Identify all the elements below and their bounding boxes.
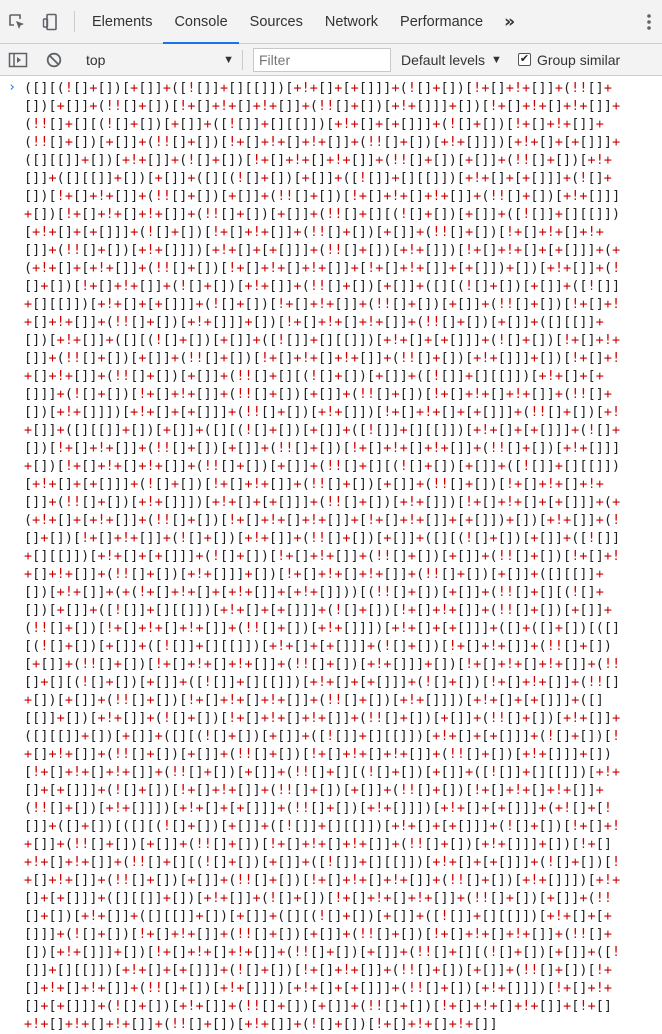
execution-context-value: top <box>86 51 106 68</box>
device-toolbar-icon[interactable] <box>34 0 68 43</box>
tab-bar-divider <box>74 11 75 32</box>
tab-console[interactable]: Console <box>163 0 238 43</box>
more-tabs-chevron-icon[interactable]: » <box>504 11 516 32</box>
tab-elements[interactable]: Elements <box>92 13 153 30</box>
clear-console-icon[interactable] <box>36 44 72 76</box>
filter-input[interactable] <box>253 48 391 72</box>
group-similar-checkbox[interactable]: ✔ <box>519 53 530 65</box>
tab-network[interactable]: Network <box>324 13 379 30</box>
log-levels-label: Default levels <box>401 51 486 68</box>
chevron-right-icon: › <box>8 80 16 95</box>
tab-performance[interactable]: Performance <box>400 13 484 30</box>
tab-sources[interactable]: Sources <box>249 13 303 30</box>
console-input-code[interactable]: ([][(![]+[])[+[]]+([![]]+[][[]])[+!+[]+[+[]]]+(![]+[])[!+[]+!+[]]+(!![]+[])[+[]]+(!![]+[])[!+[]+!+[]+!+[]]+(!![]+[])[+!+[]]]+[])[!+[]+!+[]+!+[]]+(!![]+[][(![]+[])[+[]]+([![]]+[][[]])[+!+[]+[+[]]]+(![]+[])[!+[]+!+[]]+(!![]+[])[+[]]+(!![]+[])[!+[]+!+[]+!+[]]+(!![]+[])[+!+[]]])[+!+[]+[+[]]]+([][[]]+[])[+!+[]]+(![]+[])[!+[]+!+[]+!+[]]+(!![]+[])[+[]]+(!![]+[])[+!+[]]+([][[]]+[])[+[]]+([][(![]+[])[+[]]+([![]]+[][[]])[+!+[]+[+[]]]+(![]+[])[!+[]+!+[]]+(!![]+[])[+[]]+(!![]+[])[!+[]+!+[]+!+[]]+(!![]+[])[+!+[]]]+[])[!+[]+!+[]+!+[]]+(!![]+[])[+[]]+(!![]+[][(![]+[])[+[]]+([![]]+[][[]])[+!+[]+[+[]]]+(![]+[])[!+[]+!+[]]+(!![]+[])[+[]]+(!![]+[])[!+[]+!+[]+!+[]]+(!![]+[])[+!+[]]])[+!+[]+[+[]]]+(!![]+[])[+!+[]])[!+[]+!+[]+[+[]]]+(+(+!+[]+[+!+[]]+(!![]+[])[!+[]+!+[]+!+[]]+[!+[]+!+[]]+[+[]])+[])[+!+[]]+(![]+[])[!+[]+!+[]]+(![]+[])[+!+[]]+(!![]+[])[+[]]+([][(![]+[])[+[]]+([![]]+[][[]])[+!+[]+[+[]]]+(![]+[])[!+[]+!+[]]+(!![]+[])[+[]]+(!![]+[])[!+[]+!+[]+!+[]]+(!![]+[])[+!+[]]]+[])[!+[]+!+[]+!+[]]+(!![]+[])[+[]]+([][[]]+[])[+!+[]]+([][(![]+[])[+[]]+([![]]+[][[]])[+!+[]+[+[]]]+(![]+[])[!+[]+!+[]]+(!![]+[])[+[]]+(!![]+[])[!+[]+!+[]+!+[]]+(!![]+[])[+!+[]]]+[])[!+[]+!+[]+!+[]]+(!![]+[])[+[]]+(!![]+[][(![]+[])[+[]]+([![]]+[][[]])[+!+[]+[+[]]]+(![]+[])[!+[]+!+[]]+(!![]+[])[+[]]+(!![]+[])[!+[]+!+[]+!+[]]+(!![]+[])[+!+[]]])[+!+[]+[+[]]]+(!![]+[])[+!+[]])[!+[]+!+[]+[+[]]]+(!![]+[])[+!+[]]+([][[]]+[])[+[]]+([][(![]+[])[+[]]+([![]]+[][[]])[+!+[]+[+[]]]+(![]+[])[!+[]+!+[]]+(!![]+[])[+[]]+(!![]+[])[!+[]+!+[]+!+[]]+(!![]+[])[+!+[]]]+[])[!+[]+!+[]+!+[]]+(!![]+[])[+[]]+(!![]+[][(![]+[])[+[]]+([![]]+[][[]])[+!+[]+[+[]]]+(![]+[])[!+[]+!+[]]+(!![]+[])[+[]]+(!![]+[])[!+[]+!+[]+!+[]]+(!![]+[])[+!+[]]])[+!+[]+[+[]]]+(!![]+[])[+!+[]])[!+[]+!+[]+[+[]]]+(+(+!+[]+[+!+[]]+(!![]+[])[!+[]+!+[]+!+[]]+[!+[]+!+[]]+[+[]])+[])[+!+[]]+(![]+[])[!+[]+!+[]]+(![]+[])[+!+[]]+(!![]+[])[+[]]+([][(![]+[])[+[]]+([![]]+[][[]])[+!+[]+[+[]]]+(![]+[])[!+[]+!+[]]+(!![]+[])[+[]]+(!![]+[])[!+[]+!+[]+!+[]]+(!![]+[])[+!+[]]]+[])[!+[]+!+[]+!+[]]+(!![]+[])[+[]]+([][[]]+[])[+!+[]]+(+(!+[]+!+[]+[+!+[]]+[+!+[]]))[(!![]+[])[+[]]+(!![]+[][(![]+[])[+[]]+([![]]+[][[]])[+!+[]+[+[]]]+(![]+[])[!+[]+!+[]]+(!![]+[])[+[]]+(!![]+[])[!+[]+!+[]+!+[]]+(!![]+[])[+!+[]]])[+!+[]+[+[]]]+([]+([]+[])[([][(![]+[])[+[]]+([![]]+[][[]])[+!+[]+[+[]]]+(![]+[])[!+[]+!+[]]+(!![]+[])[+[]]+(!![]+[])[!+[]+!+[]+!+[]]+(!![]+[])[+!+[]]]+[])[!+[]+!+[]+!+[]]+(!![]+[][(![]+[])[+[]]+([![]]+[][[]])[+!+[]+[+[]]]+(![]+[])[!+[]+!+[]]+(!![]+[])[+[]]+(!![]+[])[!+[]+!+[]+!+[]]+(!![]+[])[+!+[]]])[+!+[]+[+[]]]+([][[]]+[])[+!+[]]+(![]+[])[!+[]+!+[]+!+[]]+(!![]+[])[+[]]+(!![]+[])[+!+[]]+([][[]]+[])[+[]]+([][(![]+[])[+[]]+([![]]+[][[]])[+!+[]+[+[]]]+(![]+[])[!+[]+!+[]]+(!![]+[])[+[]]+(!![]+[])[!+[]+!+[]+!+[]]+(!![]+[])[+!+[]]]+[])[!+[]+!+[]+!+[]]+(!![]+[])[+[]]+(!![]+[][(![]+[])[+[]]+([![]]+[][[]])[+!+[]+[+[]]]+(![]+[])[!+[]+!+[]]+(!![]+[])[+[]]+(!![]+[])[!+[]+!+[]+!+[]]+(!![]+[])[+!+[]]])[+!+[]+[+[]]]+(!![]+[])[+!+[]]])[+!+[]+[+[]]]+(+![]+[![]]+([]+[])[([][(![]+[])[+[]]+([![]]+[][[]])[+!+[]+[+[]]]+(![]+[])[!+[]+!+[]]+(!![]+[])[+[]]+(!![]+[])[!+[]+!+[]+!+[]]+(!![]+[])[+!+[]]]+[])[!+[]+!+[]+!+[]]+(!![]+[][(![]+[])[+[]]+([![]]+[][[]])[+!+[]+[+[]]]+(![]+[])[!+[]+!+[]]+(!![]+[])[+[]]+(!![]+[])[!+[]+!+[]+!+[]]+(!![]+[])[+!+[]]])[+!+[]+[+[]]]+([][[]]+[])[+!+[]]+(![]+[])[!+[]+!+[]+!+[]]+(!![]+[])[+[]]+(!![]+[])[+!+[]]+([][[]]+[])[+[]]+([][(![]+[])[+[]]+([![]]+[][[]])[+!+[]+[+[]]]+(![]+[])[!+[]+!+[]]+(!![]+[])[+[]]+(!![]+[])[!+[]+!+[]+!+[]]+(!![]+[])[+!+[]]]+[])[!+[]+!+[]+!+[]]+(!![]+[])[+[]]+(!![]+[][(![]+[])[+[]]+([![]]+[][[]])[+!+[]+[+[]]]+(![]+[])[!+[]+!+[]]+(!![]+[])[+[]]+(!![]+[])[!+[]+!+[]+!+[]]+(!![]+[])[+!+[]]])[+!+[]+[+[]]]+(!![]+[])[+!+[]]])[!+[]+!+[]+[+[]]]+(![]+[])[+!+[]]+(!![]+[])[+[]]+(!![]+[])[!+[]+!+[]+!+[]]+[!+[]+!+[]+!+[]+!+[]]+(!![]+[])[+!+[]]+(![]+[])[!+[]+!+[]+!+[]] <box>24 81 621 1032</box>
group-similar-toggle[interactable] <box>518 52 620 68</box>
console-toolbar <box>0 44 662 76</box>
execution-context-select[interactable] <box>72 49 242 71</box>
dropdown-arrow-icon: ▼ <box>223 53 234 66</box>
group-similar-label: Group similar <box>536 51 621 68</box>
kebab-menu-icon[interactable] <box>646 0 652 43</box>
show-sidebar-icon[interactable] <box>0 44 36 76</box>
console-input-entry <box>0 76 662 1034</box>
console-output[interactable] <box>0 76 662 1032</box>
dropdown-arrow-icon: ▼ <box>491 53 502 66</box>
log-levels-dropdown[interactable] <box>401 52 502 68</box>
devtools-tab-bar <box>0 0 662 44</box>
inspect-element-icon[interactable] <box>0 0 34 43</box>
toolbar-divider <box>242 50 243 70</box>
